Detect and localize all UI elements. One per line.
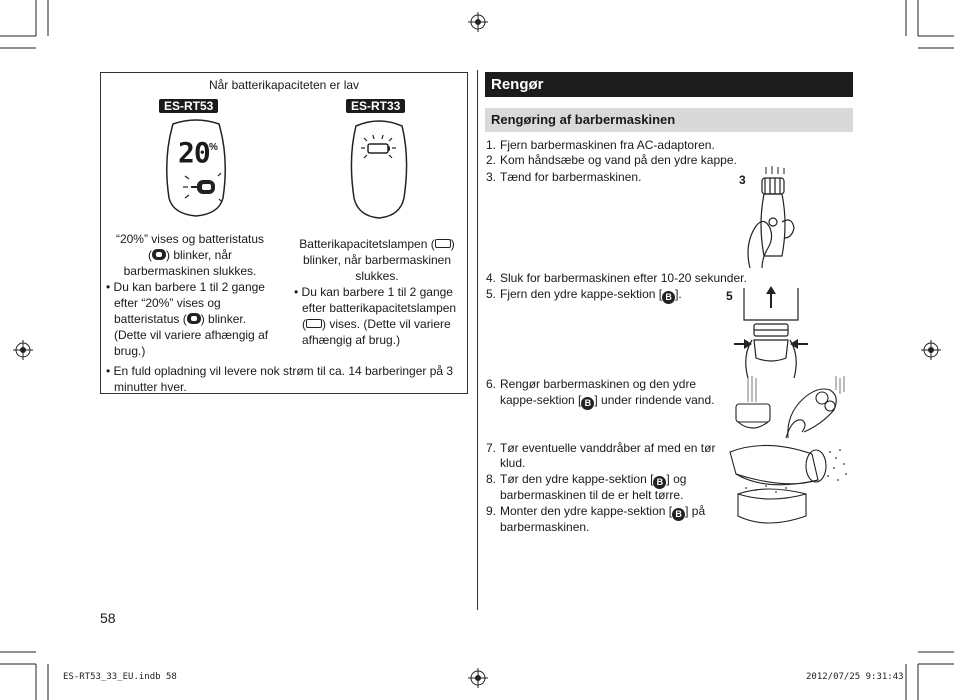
column-divider bbox=[477, 70, 478, 610]
figure-3-number: 3 bbox=[739, 173, 746, 187]
model-tag-rt33: ES-RT33 bbox=[346, 99, 405, 113]
step-1: 1. Fjern barbermaskinen fra AC-adaptoren. bbox=[486, 138, 715, 152]
footer-file-info: ES-RT53_33_EU.indb 58 bbox=[63, 672, 177, 682]
dry-shaver-illustration bbox=[726, 440, 850, 530]
battery-lamp-icon bbox=[306, 319, 322, 328]
step-6: 6. Rengør barbermaskinen og den ydre bbox=[486, 377, 697, 391]
rt53-desc-line1: “20%” vises og batteristatus bbox=[115, 232, 265, 246]
rt53-bullet-line3: batteristatus ( ) blinker. bbox=[114, 312, 247, 326]
battery-status-plug-icon bbox=[152, 249, 166, 260]
step-9: 9. Monter den ydre kappe-sektion [ B ] på bbox=[486, 504, 706, 519]
section-title-clean: Rengør bbox=[485, 72, 853, 97]
step-8-line2: barbermaskinen til de er helt tørre. bbox=[500, 488, 684, 502]
part-b-icon: B bbox=[581, 397, 594, 410]
part-b-icon: B bbox=[672, 508, 685, 521]
lcd-percent-sign: % bbox=[209, 142, 218, 153]
rt53-bullet: • Du kan barbere 1 til 2 gange bbox=[106, 280, 265, 294]
model-tag-rt53: ES-RT53 bbox=[159, 99, 218, 113]
step-2: 2. Kom håndsæbe og vand på den ydre kappe. bbox=[486, 153, 737, 167]
rt53-bullet-line5: brug.) bbox=[114, 344, 146, 358]
figure-5-number: 5 bbox=[726, 289, 733, 303]
part-b-icon: B bbox=[662, 291, 675, 304]
battery-lamp-icon bbox=[435, 239, 451, 248]
rinse-under-water-illustration bbox=[730, 374, 850, 440]
lcd-percentage: 20 bbox=[178, 136, 210, 169]
step-7: 7. Tør eventuelle vanddråber af med en tør bbox=[486, 441, 716, 455]
rt33-bullet: • Du kan barbere 1 til 2 gange bbox=[294, 285, 453, 299]
rt33-display-illustration bbox=[348, 118, 410, 220]
full-charge-bullet: • En fuld opladning vil levere nok strøm til ca. 14 barberinger på 3 bbox=[106, 364, 454, 378]
low-battery-heading: Når batterikapaciteten er lav bbox=[208, 78, 360, 92]
subsection-title: Rengøring af barbermaskinen bbox=[485, 108, 853, 132]
step-9-line2: barbermaskinen. bbox=[500, 520, 590, 534]
remove-outer-frame-illustration bbox=[732, 284, 810, 378]
registration-target-icon bbox=[468, 668, 488, 688]
step-3: 3. Tænd for barbermaskinen. bbox=[486, 170, 642, 184]
shaver-on-illustration bbox=[730, 164, 800, 268]
rt33-bullet-line2: efter batterikapacitetslampen bbox=[302, 301, 457, 315]
footer-timestamp: 2012/07/25 9:31:43 bbox=[806, 672, 904, 682]
rt33-desc-line3: slukkes. bbox=[355, 269, 399, 283]
rt53-desc-line3: barbermaskinen slukkes. bbox=[123, 264, 257, 278]
step-7-line2: klud. bbox=[500, 456, 526, 470]
step-4: 4. Sluk for barbermaskinen efter 10-20 sekunder. bbox=[486, 271, 747, 285]
rt53-bullet-line2: efter “20%” vises og bbox=[114, 296, 221, 310]
rt53-bullet-line4: (Dette vil variere afhængig af bbox=[114, 328, 269, 342]
step-8: 8. Tør den ydre kappe-sektion [ B ] og bbox=[486, 472, 687, 487]
step-5: 5. Fjern den ydre kappe-sektion [ B ]. bbox=[486, 287, 682, 302]
rt33-bullet-line4: afhængig af brug.) bbox=[302, 333, 401, 347]
page-number: 58 bbox=[100, 610, 116, 626]
part-b-icon: B bbox=[653, 476, 666, 489]
rt33-desc-line2: blinker, når barbermaskinen bbox=[302, 253, 452, 267]
rt53-desc-line2: ( ) blinker, når bbox=[148, 248, 233, 262]
step-6-line2: kappe-sektion [ B ] under rindende vand. bbox=[500, 393, 715, 408]
registration-target-icon bbox=[921, 340, 941, 360]
full-charge-bullet-line2: minutter hver. bbox=[114, 380, 187, 394]
rt33-desc-line1: Batterikapacitetslampen ( ) bbox=[299, 237, 455, 251]
battery-status-plug-icon bbox=[187, 313, 201, 324]
registration-target-icon bbox=[13, 340, 33, 360]
rt33-bullet-line3: ( ) vises. (Dette vil variere bbox=[302, 317, 451, 331]
registration-target-icon bbox=[468, 12, 488, 32]
